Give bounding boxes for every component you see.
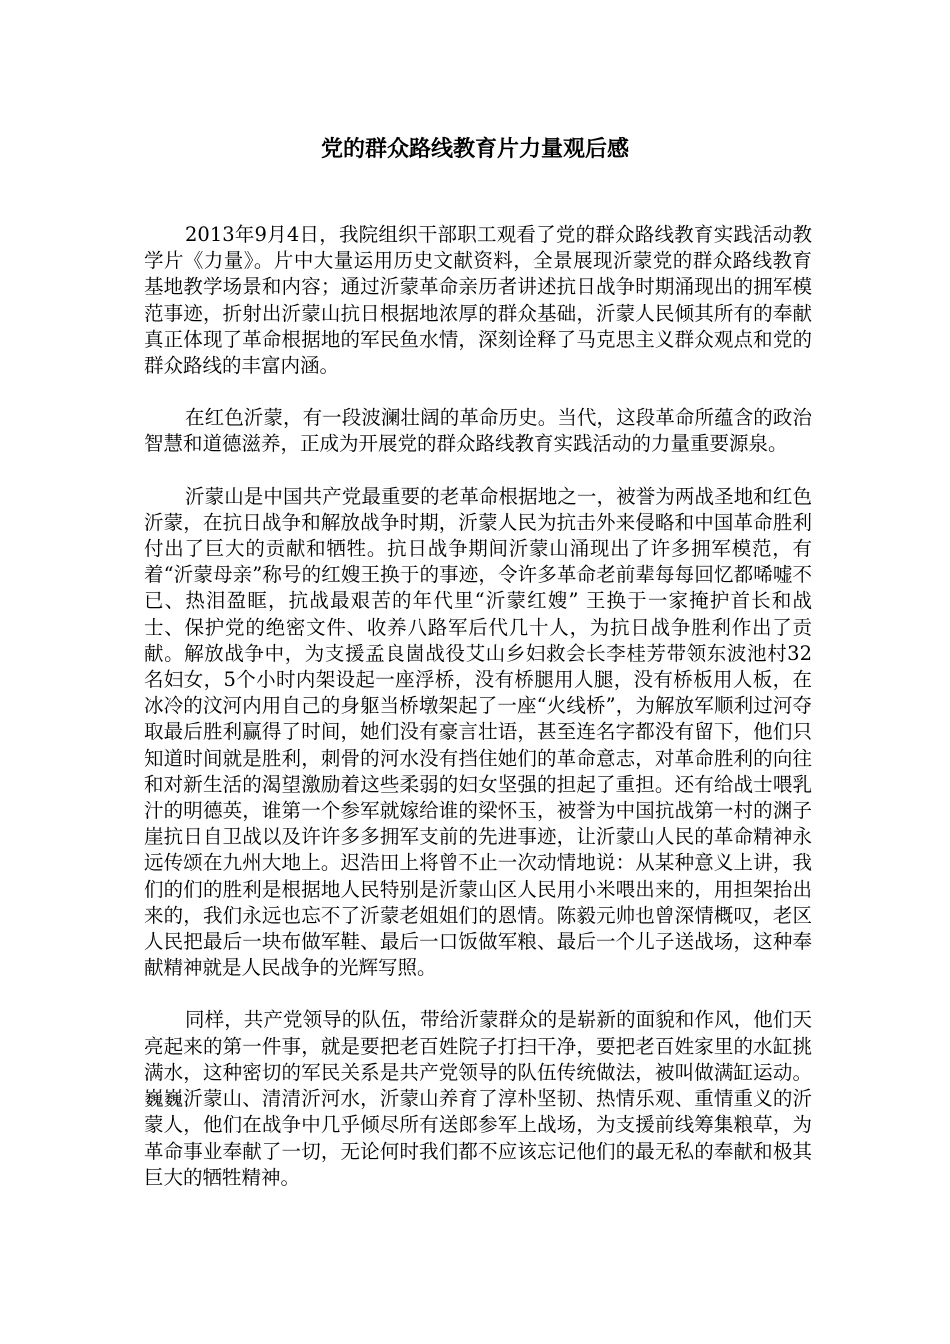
paragraph-spacer xyxy=(144,458,812,484)
paragraph-2: 在红色沂蒙，有一段波澜壮阔的革命历史。当代，这段革命所蕴含的政治智慧和道德滋养，正成为开展党的群众路线教育实践活动的力量重要源泉。 xyxy=(144,406,812,456)
paragraph-spacer xyxy=(144,981,812,1007)
document-title: 党的群众路线教育片力量观后感 xyxy=(320,136,629,162)
document-body xyxy=(144,222,812,1191)
paragraph-4: 同样，共产党领导的队伍，带给沂蒙群众的是崭新的面貌和作风，他们天亮起来的第一件事，就是要把老百姓院子打扫干净，要把老百姓家里的水缸挑满水，这种密切的军民关系是共产党领导的队伍传统做法，被叫做满缸运动。巍巍沂蒙山、清清沂河水，沂蒙山养育了淳朴坚韧、热情乐观、重情重义的沂蒙人，他们在战争中几乎倾尽所有送郎参军上战场，为支援前线筹集粮草，为革命事业奉献了一切，无论何时我们都不应该忘记他们的最无私的奉献和极其巨大的牺牲精神。 xyxy=(144,1008,812,1189)
paragraph-3: 沂蒙山是中国共产党最重要的老革命根据地之一，被誉为两战圣地和红色沂蒙，在抗日战争和解放战争时期，沂蒙人民为抗击外来侵略和中国革命胜利付出了巨大的贡献和牺牲。抗日战争期间沂蒙山涌现出了许多拥军模范，有着“沂蒙母亲”称号的红嫂王换于的事迹，令许多革命老前辈每每回忆都唏嘘不已、热泪盈眶，抗战最艰苦的年代里“沂蒙红嫂” 王换于一家掩护首长和战士、保护党的绝密文件、收养八路军后代几十人，为抗日战争胜利作出了贡献。解放战争中，为支援孟良崮战役艾山乡妇救会长李桂芳带领东波池村32名妇女，5个小时内架设起一座浮桥，没有桥腿用人腿，没有桥板用人板，在冰冷的汶河内用自己的身躯当桥墩架起了一座“火线桥”，为解放军顺利过河夺取最后胜利赢得了时间，她们没有豪言壮语，甚至连名字都没有留下，他们只知道时间就是胜利，刺骨的河水没有挡住她们的革命意志，对革命胜利的向往和对新生活的渴望激励着这些柔弱的妇女坚强的担起了重担。还有给战士喂乳汁的明德英，谁第一个参军就嫁给谁的梁怀玉，被誉为中国抗战第一村的渊子崖抗日自卫战以及许许多多拥军支前的先进事迹，让沂蒙山人民的革命精神永远传颂在九州大地上。迟浩田上将曾不止一次动情地说：从某种意义上讲，我们的们的胜利是根据地人民特别是沂蒙山区人民用小米喂出来的，用担架抬出来的，我们永远也忘不了沂蒙老姐姐们的恩情。陈毅元帅也曾深情概叹，老区人民把最后一块布做军鞋、最后一口饭做军粮、最后一个儿子送战场，这种奉献精神就是人民战争的光辉写照。 xyxy=(144,484,812,980)
paragraph-spacer xyxy=(144,379,812,405)
paragraph-1: 2013年9月4日，我院组织干部职工观看了党的群众路线教育实践活动教学片《力量》。片中大量运用历史文献资料，全景展现沂蒙党的群众路线教育基地教学场景和内容；通过沂蒙革命亲历者讲述抗日战争时期涌现出的拥军模范事迹，折射出沂蒙山抗日根据地浓厚的群众基础，沂蒙人民倾其所有的奉献真正体现了革命根据地的军民鱼水情，深刻诠释了马克思主义群众观点和党的群众路线的丰富内涵。 xyxy=(144,223,812,378)
